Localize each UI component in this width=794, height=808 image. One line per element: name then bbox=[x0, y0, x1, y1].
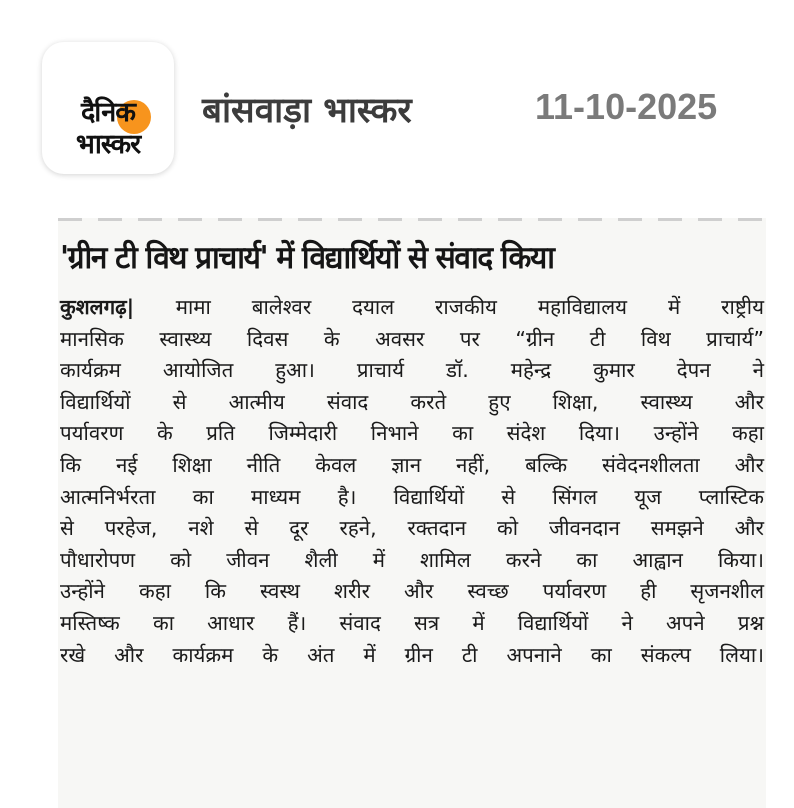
article-line: से परहेज, नशे से दूर रहने, रक्तदान को जीवनदान समझने और bbox=[60, 516, 764, 541]
edition-title: बांसवाड़ा भास्कर bbox=[202, 91, 412, 131]
article-line: आत्मनिर्भरता का माध्यम है। विद्यार्थियों से सिंगल यूज प्लास्टिक bbox=[60, 484, 764, 509]
article-line: मानसिक स्वास्थ्य दिवस के अवसर पर “ग्रीन टी विथ प्राचार्य” bbox=[60, 326, 764, 351]
article-line: रखे और कार्यक्रम के अंत में ग्रीन टी अपनाने का संकल्प लिया। bbox=[60, 642, 764, 667]
clipping-top-rule bbox=[58, 218, 766, 221]
article-headline: 'ग्रीन टी विथ प्राचार्य' में विद्यार्थियों से संवाद किया bbox=[60, 240, 554, 276]
dainik-bhaskar-logo[interactable] bbox=[42, 42, 174, 174]
dateline-separator: | bbox=[126, 295, 176, 319]
article-line: कि नई शिक्षा नीति केवल ज्ञान नहीं, बल्कि संवेदनशीलता और bbox=[60, 452, 764, 477]
app-header bbox=[0, 0, 794, 200]
article-line-text: मामा बालेश्वर दयाल राजकीय महाविद्यालय में राष्ट्रीय bbox=[175, 295, 764, 319]
article-line: विद्यार्थियों से आत्मीय संवाद करते हुए शिक्षा, स्वास्थ्य और bbox=[60, 389, 764, 414]
logo-text-line2: भास्कर bbox=[75, 129, 141, 160]
article-line: मस्तिष्क का आधार हैं। संवाद सत्र में विद्यार्थियों ने अपने प्रश्न bbox=[60, 610, 764, 635]
logo-text-line1: दैनिक bbox=[80, 97, 136, 128]
article-line bbox=[60, 292, 764, 324]
news-clipping bbox=[58, 218, 766, 808]
article-line: उन्होंने कहा कि स्वस्थ शरीर और स्वच्छ पर्यावरण ही सृजनशील bbox=[60, 579, 764, 604]
article-line: पौधारोपण को जीवन शैली में शामिल करने का आह्वान किया। bbox=[60, 547, 764, 572]
article-body bbox=[60, 292, 764, 671]
article-line: कार्यक्रम आयोजित हुआ। प्राचार्य डॉ. महेन्द्र कुमार देपन ने bbox=[60, 358, 764, 383]
article-dateline: कुशलगढ़ bbox=[60, 295, 127, 319]
article-line: पर्यावरण के प्रति जिम्मेदारी निभाने का संदेश दिया। उन्होंने कहा bbox=[60, 421, 764, 446]
edition-date: 11-10-2025 bbox=[535, 86, 718, 127]
